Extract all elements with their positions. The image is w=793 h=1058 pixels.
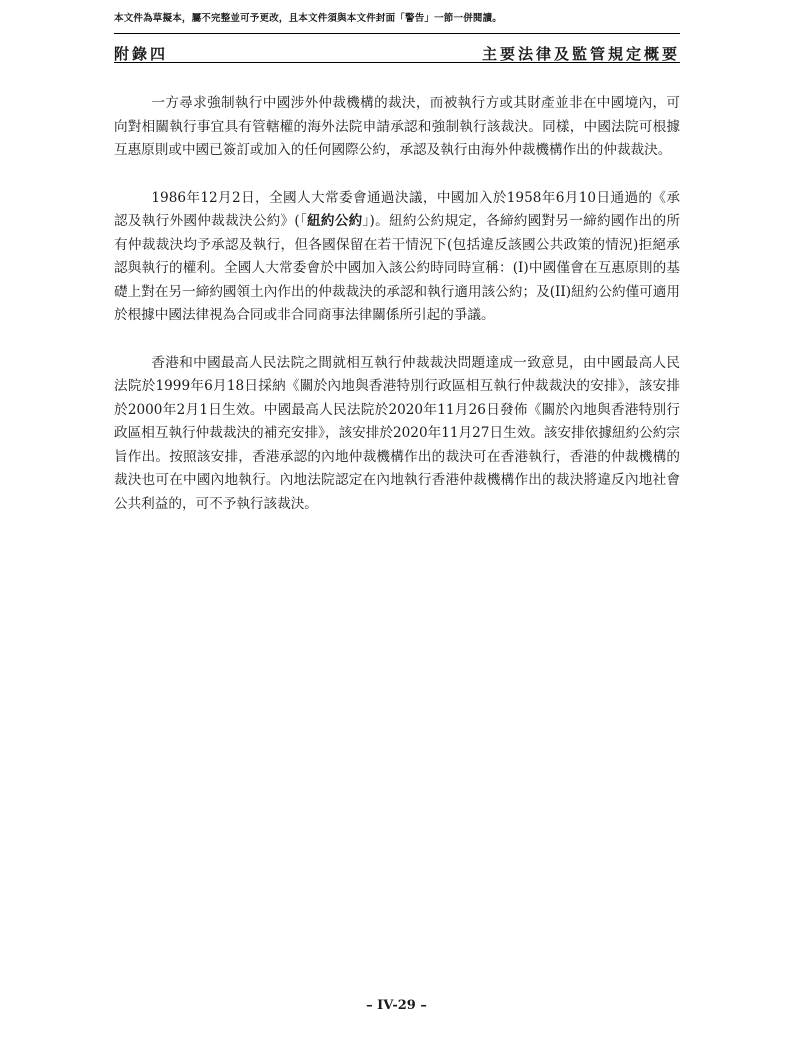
paragraph-text-part: 1986年12月2日，全國人大常委會通過決議，中國加入於1958年6月10日通過的《承認及執行外國仲裁裁決公約》(「: [114, 189, 680, 229]
paragraph-arbitration-enforcement: 一方尋求強制執行中國涉外仲裁機構的裁決，而被執行方或其財產並非在中國境內，可向對相關執行事宜具有管轄權的海外法院申請承認和強制執行該裁決。同樣，中國法院可根據互惠原則或中國已簽訂或加入的任何國際公約，承認及執行由海外仲裁機構作出的仲裁裁決。: [114, 95, 680, 158]
top-rule: [114, 33, 680, 34]
section-title: 主要法律及監管規定概要: [481, 45, 680, 63]
body-text: [114, 92, 680, 540]
paragraph-new-york-convention: [114, 187, 680, 328]
paragraph-hong-kong-arrangement: 香港和中國最高人民法院之間就相互執行仲裁裁決問題達成一致意見，由中國最高人民法院於1999年6月18日採納《關於內地與香港特別行政區相互執行仲裁裁決的安排》，該安排於2000年2月1日生效。中國最高人民法院於2020年11月26日發佈《關於內地與香港特別行政區相互執行仲裁裁決的補充安排》，該安排於2020年11月27日生效。該安排依據紐約公約宗旨作出。按照該安排，香港承認的內地仲裁機構作出的裁決可在香港執行，香港的仲裁機構的裁決也可在中國內地執行。內地法院認定在內地執行香港仲裁機構作出的裁決將違反內地社會公共利益的，可不予執行該裁決。: [114, 354, 680, 512]
header-rule: [114, 62, 680, 63]
paragraph-text-part: 」)。紐約公約規定，各締約國對另一締約國作出的所有仲裁裁決均予承認及執行，但各國保留在若干情況下(包括違反該國公共政策的情況)拒絕承認與執行的權利。全國人大常委會於中國加入該公約時同時宣稱：(I)中國僅會在互惠原則的基礎上對在另一締約國領土內作出的仲裁裁決的承認和執行適用該公約；及(II)紐約公約僅可適用於根據中國法律視為合同或非合同商事法律關係所引起的爭議。: [114, 213, 680, 323]
appendix-label: 附錄四: [114, 45, 169, 63]
draft-notice: 本文件為草擬本，屬不完整並可予更改，且本文件須與本文件封面「警告」一節一併閱讀。: [114, 13, 503, 24]
page-number: – IV-29 –: [366, 998, 427, 1013]
defined-term: 紐約公約: [306, 213, 363, 229]
